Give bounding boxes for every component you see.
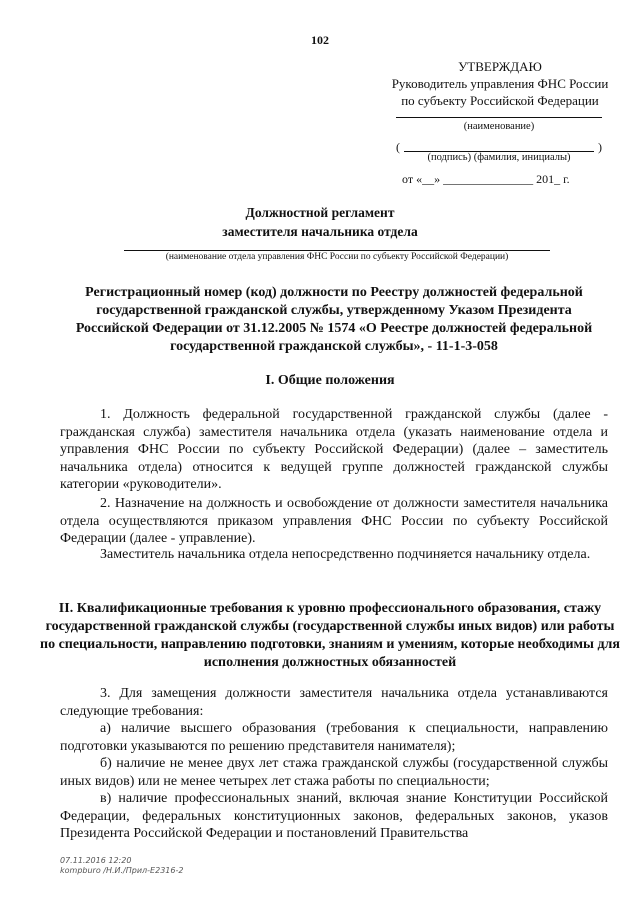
footer-timestamp: 07.11.2016 12:20	[60, 856, 132, 865]
section2-paragraph: а) наличие высшего образования (требования к специальности, направлению подготовки указываются по решению представителя нанимателя);	[60, 721, 608, 754]
approval-signature-caption: (подпись) (фамилия, инициалы)	[427, 152, 571, 163]
signature-open-paren: (	[396, 140, 400, 154]
department-line	[124, 250, 550, 251]
approval-date: от «__» _______________ 201_ г.	[402, 172, 570, 186]
section2-paragraph: 3. Для замещения должности заместителя начальника отдела устанавливаются следующие требования:	[60, 686, 608, 719]
section1-paragraph: 1. Должность федеральной государственной гражданской службы (далее - гражданская служба) заместителя начальника отдела (указать наименование отдела и управления ФНС России по субъекту Российской Федерации) (далее – заместитель начальника отдела) относится к ведущей группе должностей гражданской службы категории «руководители».	[60, 407, 608, 492]
section1-paragraph: 2. Назначение на должность и освобождение от должности заместителя начальника отдела осуществляются приказом управления ФНС России по субъекту Российской Федерации (далее - управление).	[60, 496, 608, 546]
signature-close-paren: )	[598, 140, 602, 154]
approval-role-line1: Руководитель управления ФНС России	[391, 76, 609, 91]
approval-heading: УТВЕРЖДАЮ	[458, 59, 542, 74]
section1-paragraph: Заместитель начальника отдела непосредственно подчиняется начальнику отдела.	[100, 547, 591, 562]
approval-name-caption: (наименование)	[463, 121, 535, 132]
footer-stamp	[60, 856, 183, 876]
footer-file-reference: kompburo /Н.И./Прил-E2316-2	[60, 866, 184, 875]
section2-paragraph: в) наличие профессиональных знаний, включая знание Конституции Российской Федерации, федеральных конституционных законов, федеральных законов, указов Президента Российской Федерации и постановлений Правительства	[60, 791, 608, 841]
section2-title: II. Квалификационные требования к уровню профессионального образования, стажу государственной гражданской службы (государственной службы иных видов) или работы по специальности, направлению подготовки, знаниям и умениям, которые необходимы для исполнения должностных обязанностей	[40, 601, 620, 670]
section2-paragraph: б) наличие не менее двух лет стажа гражданской службы (государственной службы иных видов) или не менее четырех лет стажа работы по специальности;	[60, 756, 608, 789]
registration-number: Регистрационный номер (код) должности по Реестру должностей федеральной государственной гражданской службы, утвержденному Указом Президента Российской Федерации от 31.12.2005 № 1574 «О Реестре должностей федеральной государственной гражданской службы», - 11-1-3-058	[75, 285, 593, 354]
approval-role-line2: по субъекту Российской Федерации	[401, 93, 599, 108]
section1-title: I. Общие положения	[265, 373, 395, 388]
doc-title-line2: заместителя начальника отдела	[222, 224, 418, 239]
doc-title-line1: Должностной регламент	[245, 205, 395, 220]
page-number: 102	[311, 33, 329, 47]
department-caption: (наименование отдела управления ФНС России по субъекту Российской Федерации)	[165, 252, 509, 262]
approval-name-line	[396, 117, 602, 118]
approval-block	[380, 58, 620, 109]
